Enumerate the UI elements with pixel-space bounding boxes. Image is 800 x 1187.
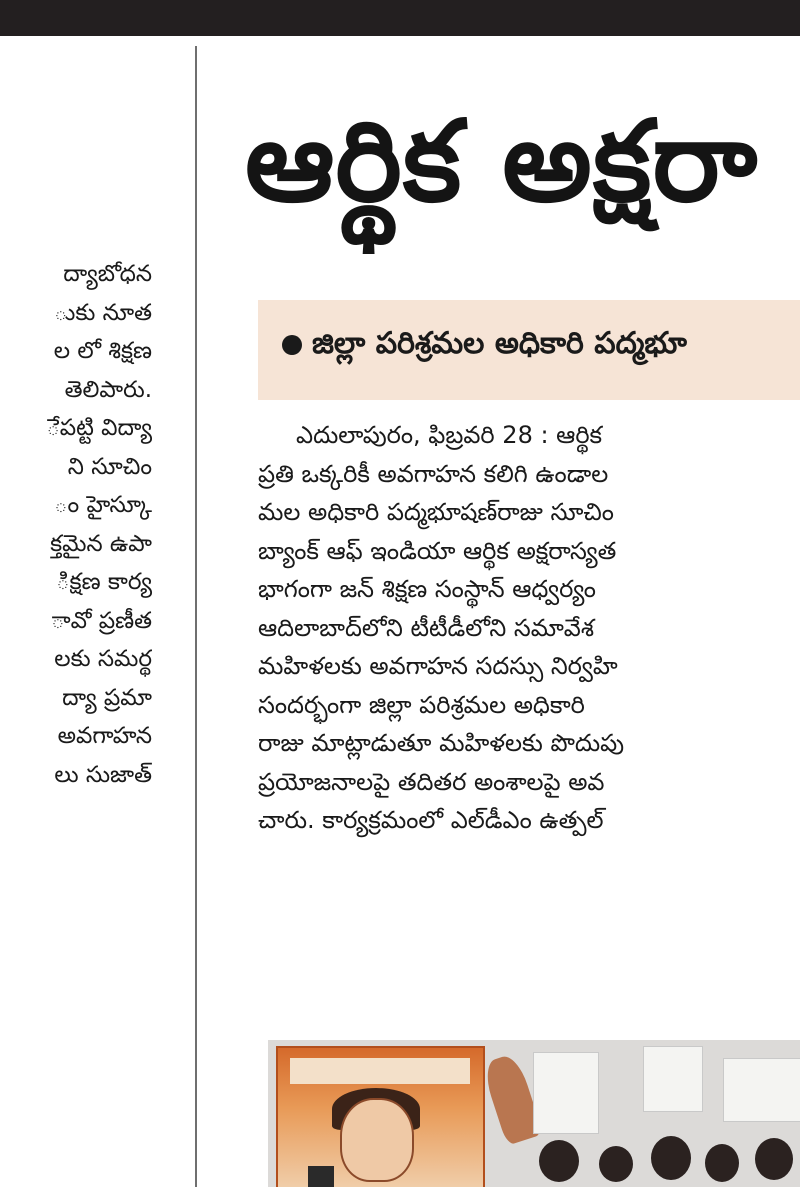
left-text-line: ద్యాబోధన bbox=[63, 261, 152, 287]
awareness-poster bbox=[276, 1046, 485, 1187]
body-text-line: ప్రతి ఒక్కరికీ అవగాహన కలిగి ఉండాల bbox=[258, 459, 609, 488]
attendee-head bbox=[539, 1140, 579, 1182]
body-text-line: సందర్భంగా జిల్లా పరిశ్రమల అధికారి bbox=[258, 690, 585, 719]
left-text-line: ద్యా ప్రమా bbox=[62, 684, 152, 711]
body-text-line: చారు. కార్యక్రమంలో ఎల్‌డీఎం ఉత్పల్ bbox=[258, 806, 604, 834]
attendee-head bbox=[599, 1146, 633, 1182]
body-text-line: బ్యాంక్ ఆఫ్ ఇండియా ఆర్థిక అక్షరాస్యత bbox=[258, 536, 617, 565]
bullet-icon bbox=[282, 335, 302, 355]
attendee-head bbox=[755, 1138, 793, 1180]
left-text-line: తెలిపారు. bbox=[64, 376, 152, 403]
article-body bbox=[258, 416, 800, 840]
left-text-line: ల లో శిక్షణ bbox=[53, 338, 152, 364]
event-photo bbox=[268, 1040, 800, 1187]
audience-crowd bbox=[493, 1080, 800, 1187]
left-text-line: ం హైస్కూ bbox=[54, 492, 152, 518]
left-text-line: ిక్షణ కార్య bbox=[56, 569, 152, 595]
body-text-line: మల అధికారి పద్మభూషణ్‌రాజు సూచిం bbox=[258, 498, 614, 526]
left-text-line: ుకు నూత bbox=[54, 299, 152, 326]
attendee-head bbox=[705, 1144, 739, 1182]
body-text-line: ఎదులాపురం, ఫిబ్రవరి 28 : ఆర్థిక bbox=[296, 421, 603, 449]
left-text-line: ేపట్టి విద్యా bbox=[46, 415, 152, 441]
body-text-line: భాగంగా జన్ శిక్షణ సంస్థాన్ ఆధ్వర్యం bbox=[258, 575, 596, 603]
poster-face bbox=[340, 1098, 414, 1182]
article-headline: ఆర్థిక అక్షరా bbox=[245, 97, 759, 227]
held-paper bbox=[723, 1058, 800, 1122]
left-text-line: లు సుజాత్ bbox=[54, 761, 152, 788]
left-text-line: లకు సమర్థ bbox=[54, 646, 152, 672]
left-text-line: ని సూచిం bbox=[67, 453, 152, 480]
body-text-line: మహిళలకు అవగాహన సదస్సు నిర్వహి bbox=[258, 652, 618, 680]
attendee-head bbox=[651, 1136, 691, 1180]
poster-phone-icon bbox=[308, 1166, 334, 1187]
left-text-line: ావో ప్రణీత bbox=[51, 607, 152, 634]
left-article-column bbox=[0, 255, 188, 794]
body-text-line: ప్రయోజనాలపై తదితర అంశాలపై అవ bbox=[258, 767, 605, 796]
poster-banner bbox=[290, 1058, 470, 1084]
left-text-line: అవగాహన bbox=[57, 723, 152, 749]
body-text-line: ఆదిలాబాద్‌లోని టీటీడీలోని సమావేశ bbox=[258, 613, 595, 642]
column-divider bbox=[195, 46, 197, 1187]
held-paper bbox=[643, 1046, 703, 1112]
left-text-line: క్తమైన ఉపా bbox=[50, 530, 152, 557]
top-black-bar bbox=[0, 0, 800, 36]
subheadline-band bbox=[258, 300, 800, 400]
body-text-line: రాజు మాట్లాడుతూ మహిళలకు పొదుపు bbox=[258, 729, 625, 757]
held-paper bbox=[533, 1052, 599, 1134]
article-subheadline: జిల్లా పరిశ్రమల అధికారి పద్మభూ bbox=[312, 326, 687, 361]
